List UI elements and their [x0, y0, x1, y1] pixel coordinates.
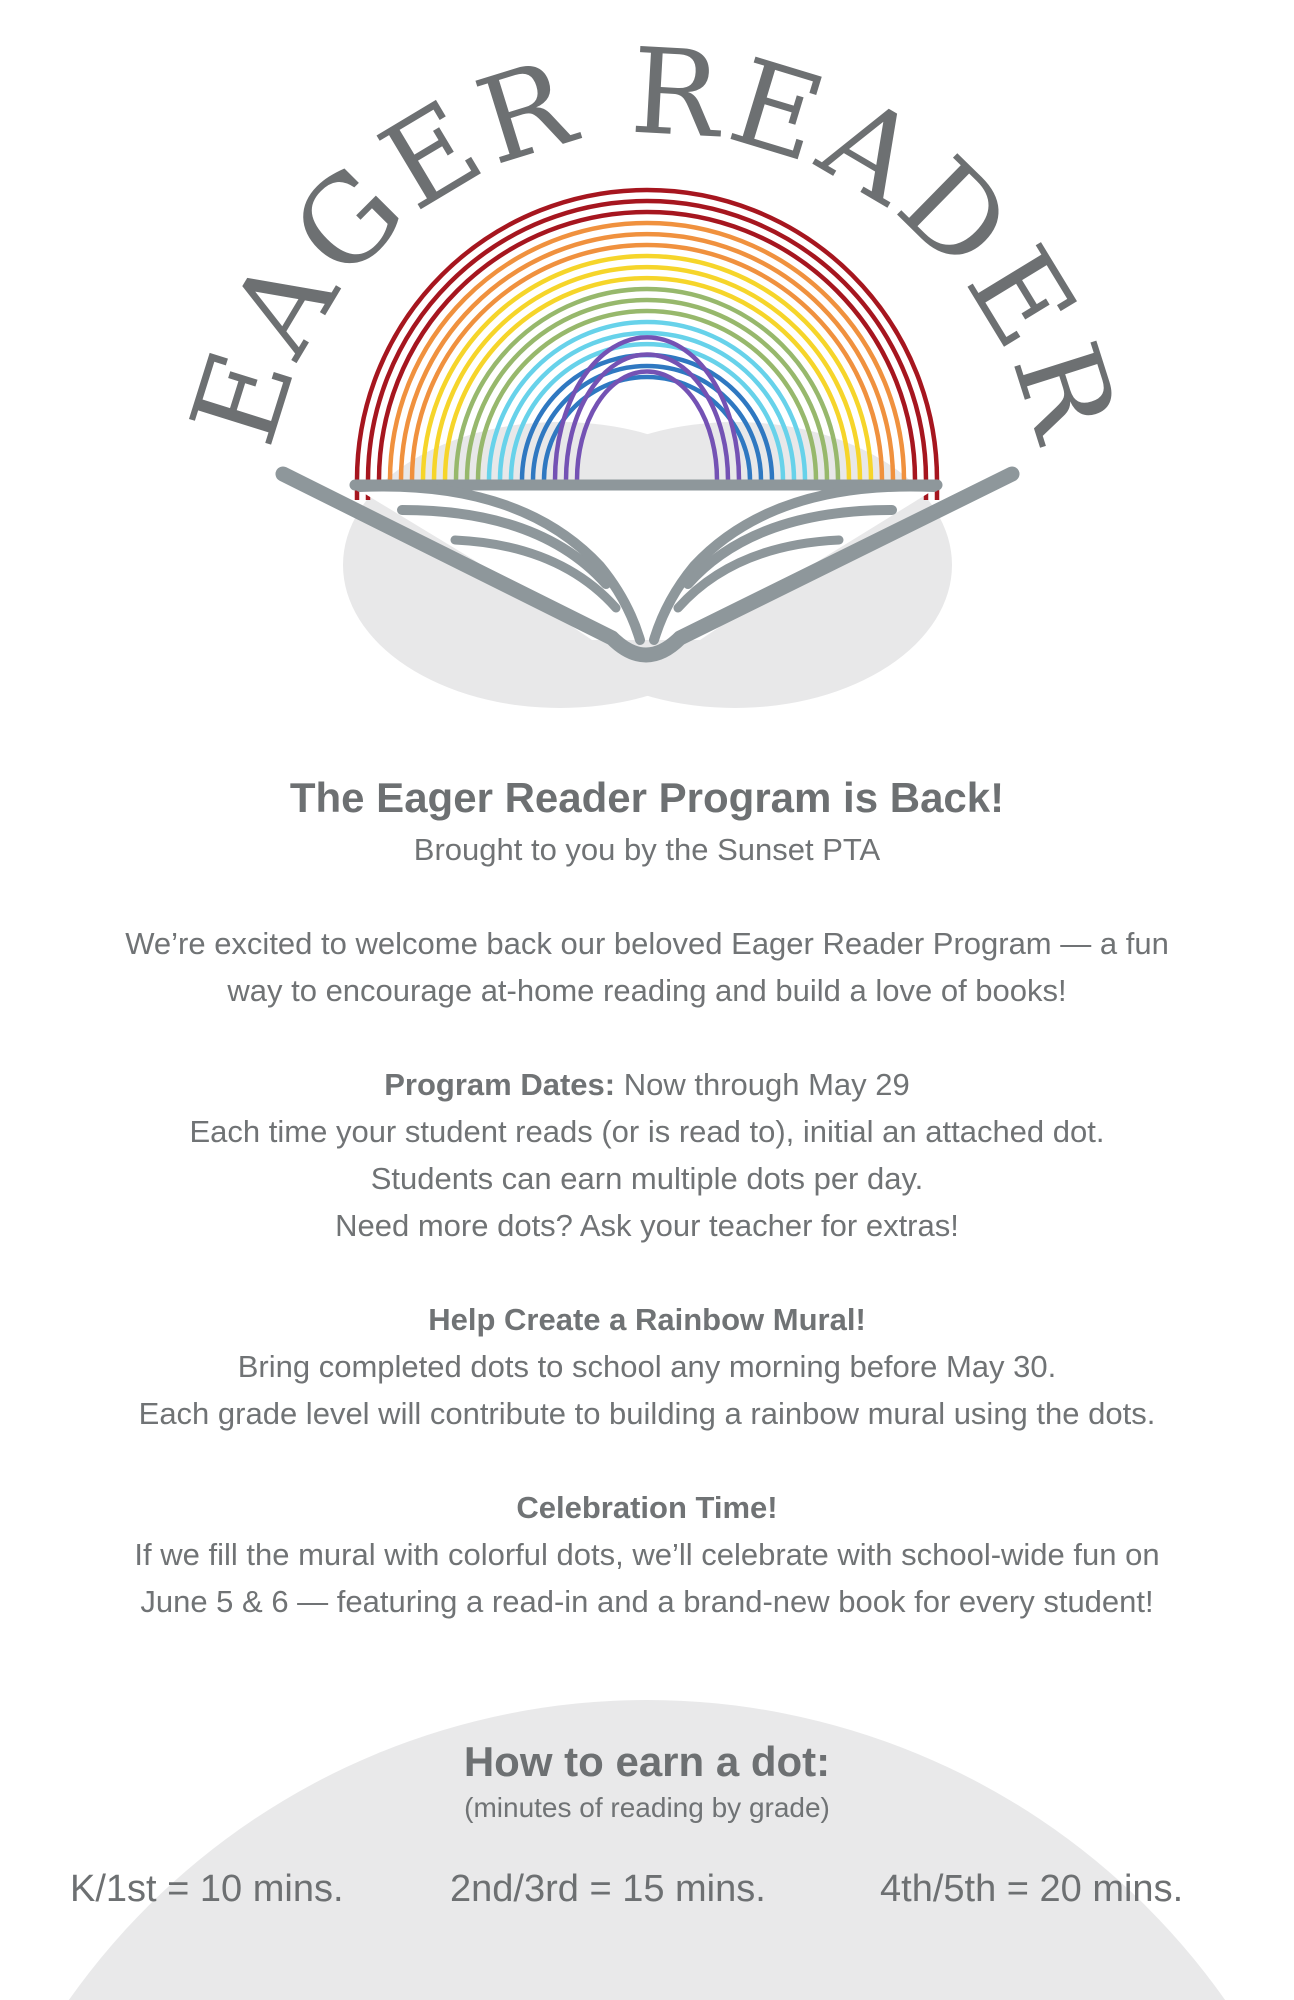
intro-line-2: way to encourage at-home reading and build a love of books!: [227, 973, 1067, 1008]
page-subtitle: Brought to you by the Sunset PTA: [413, 832, 881, 867]
flyer-body: [0, 770, 1294, 1625]
intro-line-1: We’re excited to welcome back our beloved Eager Reader Program — a fun: [125, 926, 1169, 961]
page-title: The Eager Reader Program is Back!: [289, 774, 1005, 821]
program-dates: [0, 1061, 1294, 1108]
grade-k-1: K/1st = 10 mins.: [70, 1868, 344, 1910]
earn-dot-section: [0, 1700, 1294, 2000]
eager-reader-logo: [0, 0, 1294, 760]
program-line-1: Each time your student reads (or is read to), initial an attached dot.: [189, 1114, 1105, 1149]
celebration-line-1: If we fill the mural with colorful dots, we’ll celebrate with school-wide fun on: [134, 1537, 1160, 1572]
celebration-heading: Celebration Time!: [516, 1490, 778, 1525]
mural-line-2: Each grade level will contribute to building a rainbow mural using the dots.: [138, 1396, 1156, 1431]
program-dates-label: Program Dates:: [384, 1067, 616, 1102]
grade-2-3: 2nd/3rd = 15 mins.: [450, 1868, 766, 1910]
program-dates-value: Now through May 29: [615, 1067, 910, 1102]
earn-dot-subtitle: (minutes of reading by grade): [464, 1792, 830, 1823]
program-line-2: Students can earn multiple dots per day.: [370, 1161, 924, 1196]
svg-text:EAGER READER: EAGER READER: [164, 21, 1146, 460]
mural-line-1: Bring completed dots to school any morning before May 30.: [237, 1349, 1057, 1384]
mural-heading: Help Create a Rainbow Mural!: [428, 1302, 866, 1337]
logo-wordmark: [164, 22, 1146, 460]
earn-dot-title: How to earn a dot:: [463, 1738, 831, 1785]
celebration-line-2: June 5 & 6 — featuring a read-in and a brand-new book for every student!: [140, 1584, 1154, 1619]
program-line-3: Need more dots? Ask your teacher for extras!: [335, 1208, 959, 1243]
grade-4-5: 4th/5th = 20 mins.: [880, 1868, 1184, 1910]
